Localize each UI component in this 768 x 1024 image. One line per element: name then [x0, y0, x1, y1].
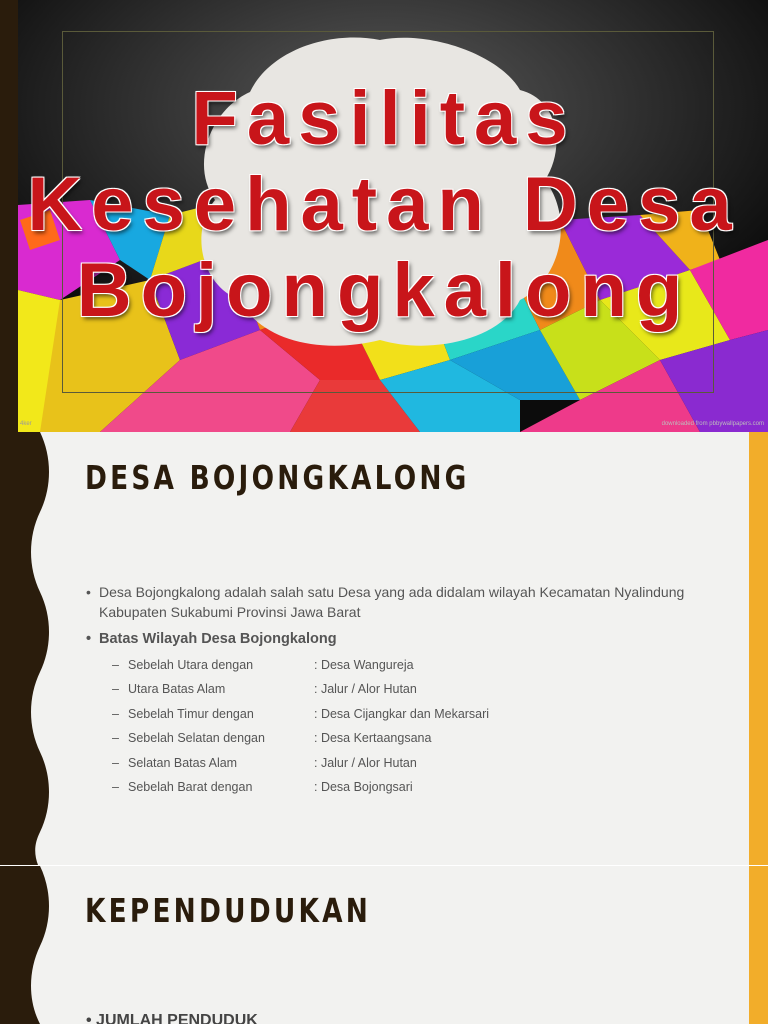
batas-value: : Jalur / Alor Hutan [314, 682, 417, 697]
desa-slide [0, 432, 768, 865]
list-item: – Utara Batas Alam : Jalur / Alor Hutan [86, 677, 706, 701]
slide-heading: DESA BOJONGKALONG [85, 458, 470, 497]
batas-value: : Desa Cijangkar dan Mekarsari [314, 706, 490, 721]
batas-label: Sebelah Barat dengan [128, 779, 253, 794]
title-line-1: Fasilitas [191, 76, 577, 161]
jumlah-penduduk-bullet: • JUMLAH PENDUDUK [86, 1012, 258, 1024]
batas-heading-bullet: • Batas Wilayah Desa Bojongkalong [86, 629, 706, 649]
penduduk-slide [0, 866, 768, 1024]
batas-label: Sebelah Timur dengan [128, 706, 254, 721]
title-line-3: Bojongkalong [76, 248, 692, 333]
slide-title [0, 76, 768, 334]
list-item: – Selatan Batas Alam : Jalur / Alor Hutan [86, 751, 706, 775]
slide-heading: KEPENDUDUKAN [85, 891, 372, 930]
wave-border [0, 432, 60, 865]
intro-bullet: • Desa Bojongkalong adalah salah satu Desa yang ada didalam wilayah Kecamatan Nyalindung Kabupaten Sukabumi Provinsi Jawa Barat [86, 582, 706, 622]
bullet-list [86, 582, 706, 799]
wave-border [0, 866, 60, 1024]
batas-label: Selatan Batas Alam [128, 755, 238, 770]
list-item: – Sebelah Selatan dengan : Desa Kertaangsana [86, 726, 706, 750]
batas-label: Sebelah Utara dengan [128, 658, 254, 672]
wallpaper-credit: downloaded from pbbywallpapers.com [661, 421, 764, 427]
list-item: – Sebelah Barat dengan : Desa Bojongsari [86, 775, 706, 799]
title-line-2: Kesehatan Desa [27, 162, 741, 247]
list-item: – Sebelah Utara dengan : Desa Wangureja [86, 653, 706, 677]
batas-value: : Jalur / Alor Hutan [314, 755, 417, 770]
accent-bar [749, 866, 768, 1024]
title-slide [0, 0, 768, 432]
batas-list [86, 653, 706, 799]
batas-value: : Desa Kertaangsana [314, 731, 432, 746]
credit-left: 4ker [20, 421, 32, 427]
accent-bar [749, 432, 768, 865]
list-item: – Sebelah Timur dengan : Desa Cijangkar dan Mekarsari [86, 702, 706, 726]
batas-value: : Desa Wangureja [314, 658, 414, 672]
batas-label: Utara Batas Alam [128, 682, 226, 697]
batas-label: Sebelah Selatan dengan [128, 731, 265, 746]
batas-value: : Desa Bojongsari [314, 779, 413, 794]
